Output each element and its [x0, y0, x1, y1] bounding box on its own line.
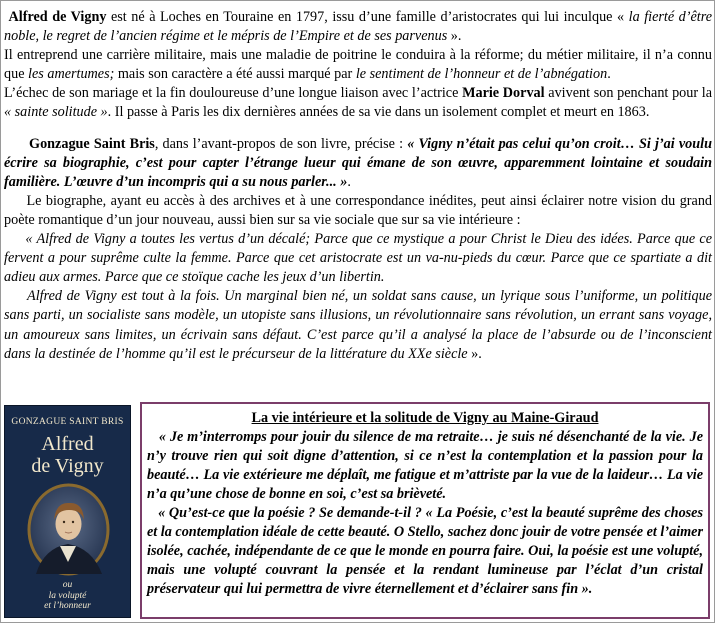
box-paragraph-2: « Qu’est-ce que la poésie ? Se demande-t-il ? « La Poésie, c’est la beauté suprême des choses et la contemplation idéale de cette beauté. O Stello, sachez donc jouir de votre pensée et l’aimer isolée, cachée, indépendante de ce que le monde en pourra faire. Oui, la poésie est une volupté, mais une volupté couvrant la pensée et la rendant lumineuse par l’éclat d’un cristal préservateur qui lui permettra de vivre éternellement et d’éclairer sans fin ».: [147, 505, 704, 597]
cover-title: Alfred de Vigny: [31, 433, 104, 477]
biographer-name: Gonzague Saint Bris: [29, 135, 155, 152]
biography-paragraph: Le biographe, ayant eu accès à des archives et à une correspondance inédites, peut ainsi éclairer notre vision du grand poète romantique d’un jour nouveau, aussi bien sur sa vie sociale que sur sa vie intérieure :: [4, 192, 713, 228]
author-name: Alfred de Vigny: [8, 9, 107, 25]
intro-paragraph: Alfred de Vigny est né à Loches en Touraine en 1797, issu d’une famille d’aristocrates qui lui inculque « la fierté d’être noble, le regret de l’ancien régime et le mépris de l’Empire et de ses parvenus ».: [4, 9, 713, 45]
article-body: [4, 8, 712, 364]
cover-subtitle: ou la volupté et l’honneur: [44, 580, 91, 611]
foreword-paragraph: Gonzague Saint Bris, dans l’avant-propos de son livre, précise : « Vigny n’était pas celui qu’on croit… Si j’ai voulu écrire sa biographie, c’est pour capter l’étrange lueur qui émane de son œuvre, apparemment lointaine et soudain familière. L’œuvre d’un incompris qui a su nous parler... ».: [4, 135, 712, 190]
marriage-paragraph: L’échec de son mariage et la fin douloureuse d’une longue liaison avec l’actrice Marie Dorval avivent son penchant pour la « sainte solitude ». Il passe à Paris les dix dernières années de sa vie dans un isolement complet et meurt en 1863.: [4, 85, 713, 121]
box-heading: La vie intérieure et la solitude de Vigny au Maine-Giraud: [251, 410, 599, 426]
book-cover-image: [4, 405, 131, 618]
portrait-image: [26, 482, 111, 577]
biography-quote-2: Alfred de Vigny est tout à la fois. Un marginal bien né, un soldat sans cause, un lyrique sous l’uniforme, un politique sans parti, un socialiste sans modèle, un utopiste sans illusions, un révolutionnaire sans révolution, un errant sans voyage, un amoureux sans limites, un écrivain sans défaut. C’est parce qu’il a analysé la place de l’absurde ou de l’inconscient dans la destinée de l’homme qu’il est le précurseur de la littérature du XXe siècle ».: [4, 288, 713, 362]
box-paragraph-1: « Je m’interromps pour jouir du silence de ma retraite… je suis né désenchanté de la vie. Je n’y trouve rien qui soit digne d’attention, si ce n’est la contemplation et la passion pour la beauté… La vie extérieure me déplaît, me fatigue et m’attriste par la vue de la laideur… La vie n’a qu’une chose de bonne en soi, c’est sa brièveté.: [147, 429, 703, 502]
career-paragraph: Il entreprend une carrière militaire, mais une maladie de poitrine le conduira à la réforme; du métier militaire, il n’a connu que les amertumes; mais son caractère a été aussi marqué par le sentiment de l’honneur et de l’abnégation.: [4, 47, 712, 83]
foreword-quote: « Vigny n’était pas celui qu’on croit… Si j’ai voulu écrire sa biographie, c’est pour capter l’étrange lueur qui émane de son œuvre, apparemment lointaine et soudain familière. L’œuvre d’un incompris qui a su nous parler... »: [4, 135, 712, 190]
inner-life-box: [140, 402, 710, 619]
cover-author: GONZAGUE SAINT BRIS: [11, 417, 124, 427]
biography-quote-1: « Alfred de Vigny a toutes les vertus d’un décalé; Parce que ce mystique a pour Christ le Dieu des idées. Parce que ce fervent a pour suprême culte la femme. Parce que cet aristocrate est un va-nu-pieds du cœur. Parce que ce spartiate a dit adieu aux armes. Parce que ce stoïque cache les jeux d’un libertin.: [4, 231, 713, 286]
actress-name: Marie Dorval: [462, 85, 545, 102]
